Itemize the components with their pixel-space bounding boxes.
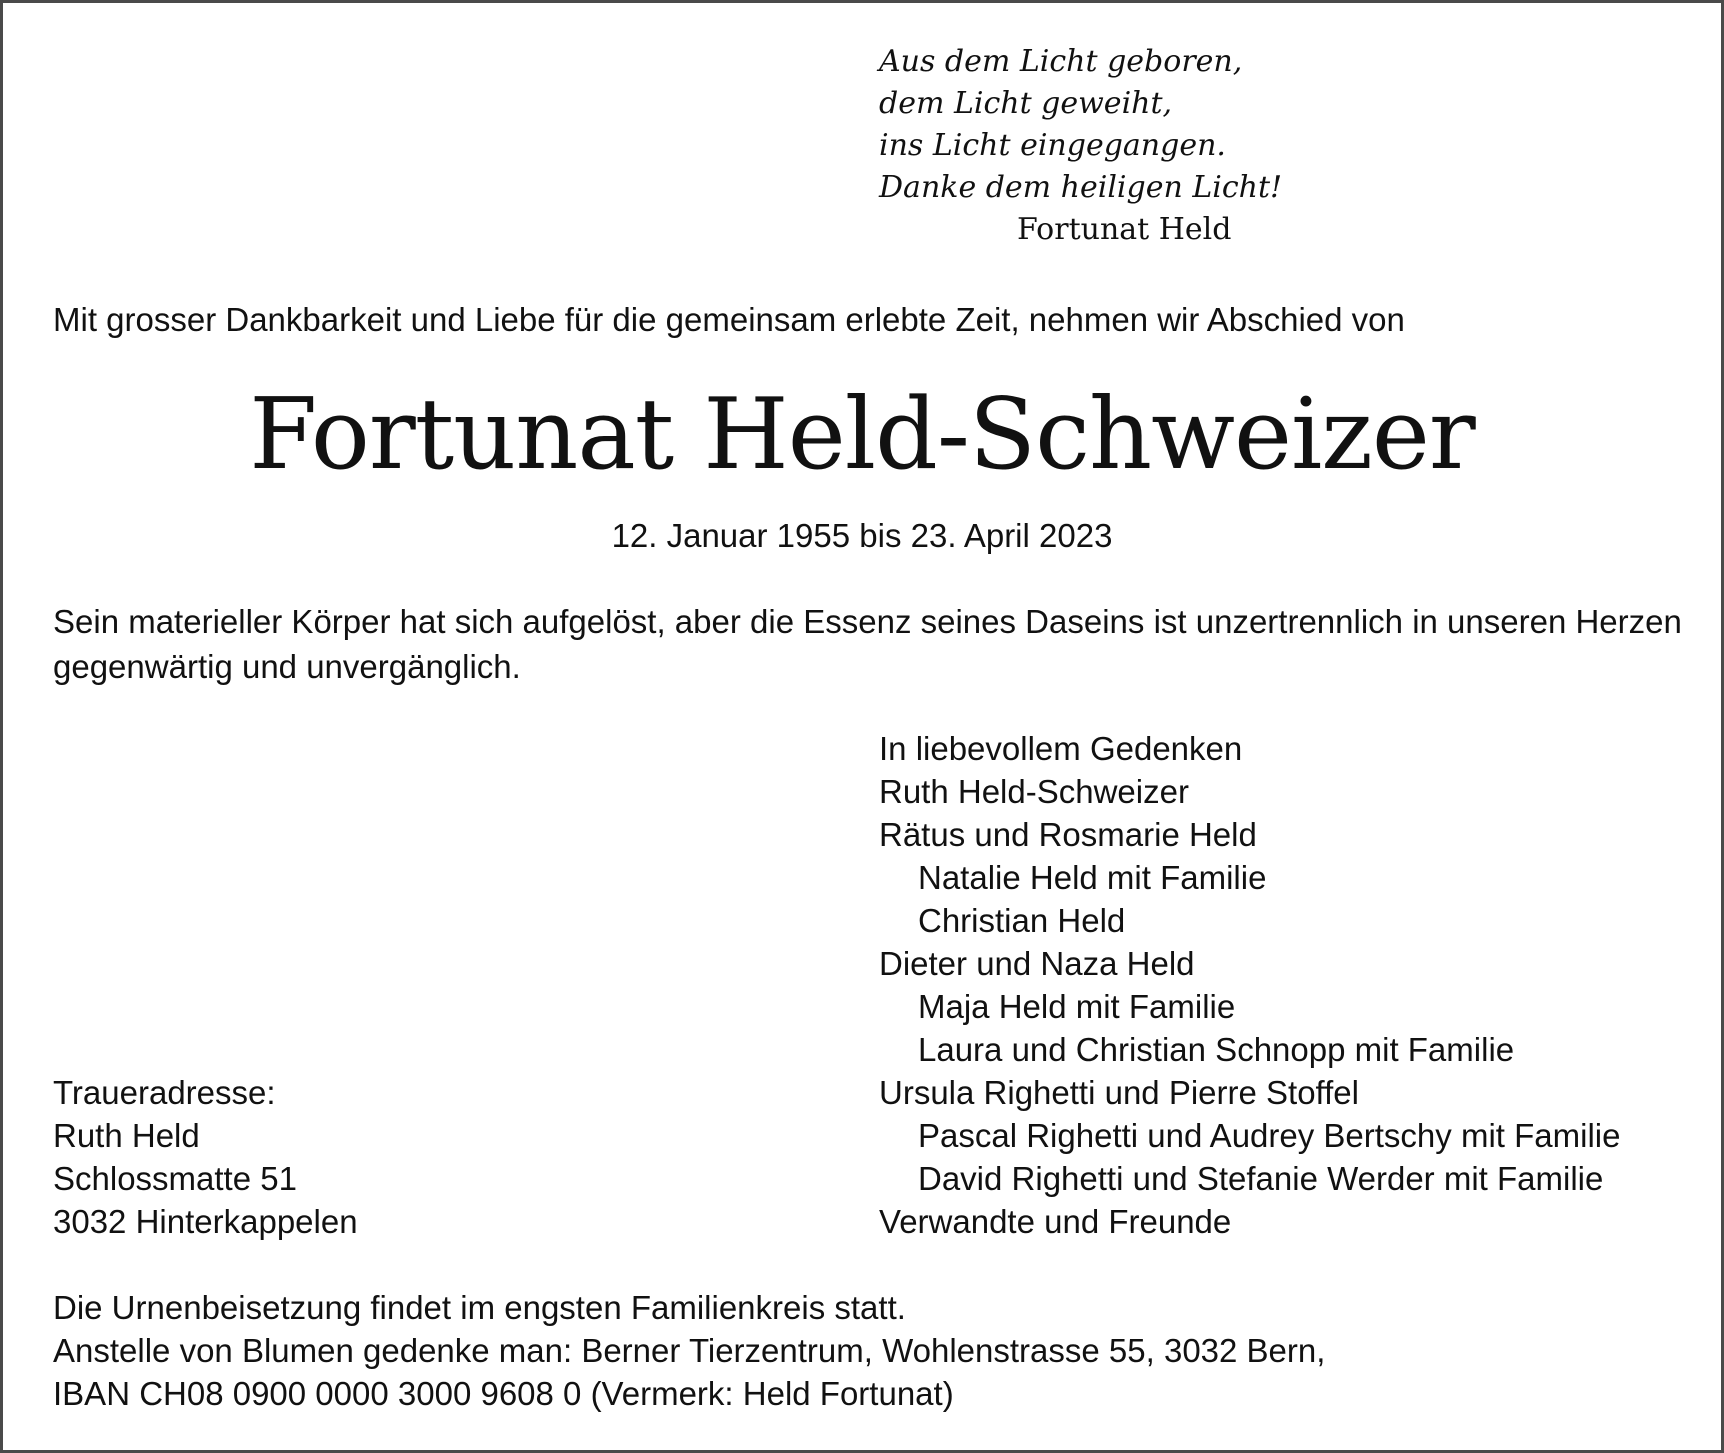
mourners-list	[879, 727, 1699, 1243]
footer-notes	[53, 1286, 1325, 1415]
mourning-address	[53, 1071, 358, 1243]
poem-block	[879, 41, 1283, 251]
mourner-entry: David Righetti und Stefanie Werder mit Familie	[918, 1160, 1604, 1197]
address-street: Schlossmatte 51	[53, 1160, 297, 1197]
address-label: Traueradresse:	[53, 1074, 276, 1111]
mourner-entry: Rätus und Rosmarie Held	[879, 816, 1257, 853]
mourner-entry: Natalie Held mit Familie	[918, 859, 1267, 896]
mourner-entry: Christian Held	[918, 902, 1126, 939]
address-city: 3032 Hinterkappelen	[53, 1203, 358, 1240]
address-name: Ruth Held	[53, 1117, 200, 1154]
mourners-heading: In liebevollem Gedenken	[879, 730, 1243, 767]
memorial-text: Sein materieller Körper hat sich aufgelöst, aber die Essenz seines Daseins ist unzertrennlich in unseren Herzen gegenwärtig und unvergänglich.	[53, 603, 1682, 685]
iban-note: IBAN CH08 0900 0000 3000 9608 0 (Vermerk: Held Fortunat)	[53, 1375, 954, 1412]
deceased-name: Fortunat Held-Schweizer	[249, 378, 1475, 492]
mourner-entry: Ursula Righetti und Pierre Stoffel	[879, 1074, 1359, 1111]
mourner-entry: Pascal Righetti und Audrey Bertschy mit Familie	[918, 1117, 1621, 1154]
poem-author: Fortunat Held	[1017, 212, 1232, 247]
mourner-entry: Verwandte und Freunde	[879, 1203, 1232, 1240]
poem-line: ins Licht eingegangen.	[879, 128, 1226, 163]
poem-line: dem Licht geweiht,	[879, 86, 1173, 121]
intro-text: Mit grosser Dankbarkeit und Liebe für die gemeinsam erlebte Zeit, nehmen wir Abschied von	[53, 301, 1405, 338]
poem-line: Danke dem heiligen Licht!	[879, 170, 1283, 205]
mourner-entry: Ruth Held-Schweizer	[879, 773, 1189, 810]
mourner-entry: Dieter und Naza Held	[879, 945, 1195, 982]
mourner-entry: Laura und Christian Schnopp mit Familie	[918, 1031, 1515, 1068]
burial-note: Die Urnenbeisetzung findet im engsten Familienkreis statt.	[53, 1289, 906, 1326]
poem-line: Aus dem Licht geboren,	[879, 44, 1243, 79]
mourner-entry: Maja Held mit Familie	[918, 988, 1236, 1025]
life-dates: 12. Januar 1955 bis 23. April 2023	[611, 517, 1113, 554]
donation-note: Anstelle von Blumen gedenke man: Berner Tierzentrum, Wohlenstrasse 55, 3032 Bern,	[53, 1332, 1326, 1369]
